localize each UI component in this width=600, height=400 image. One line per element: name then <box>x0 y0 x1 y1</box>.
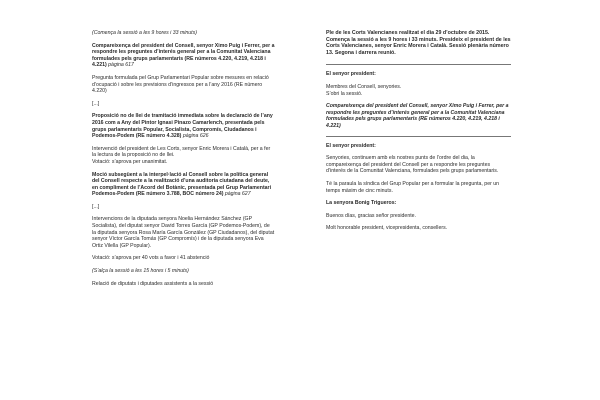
speech-paragraph: Senyories, continuem amb els nostres punts de l’ordre del dia, la compareixença del president del Consell per a respondre les preguntes d’interés de la Comunitat Valenciana, formulades pels grups parlamentaris. <box>326 155 499 175</box>
ellipsis-1: [...] <box>92 100 100 107</box>
summary-item-3-vote: Votació: s’aprova per 40 vots a favor i 41 abstenció <box>92 255 210 262</box>
summary-item-2 <box>92 113 275 139</box>
speaker-label: La senyora Bonig Trigueros: <box>326 200 397 207</box>
speaker-label: El senyor president: <box>326 142 376 149</box>
speech-paragraph: Molt honorable president, vicepresidenta, consellers. <box>326 225 448 232</box>
section-divider <box>326 64 511 65</box>
speech-line: S’obri la sessió. <box>326 90 363 97</box>
speech-paragraph: Buenos días, gracias señor presidente. <box>326 212 416 219</box>
speaker-label: El senyor president: <box>326 71 376 78</box>
agenda-item-title: Compareixença del president del Consell, senyor Ximo Puig i Ferrer, per a respondre les preguntes d’interés general per a la Comunitat Valenciana formulades pels grups parlamentaris (RE números 4.220, 4.219, 4.218 i 4.221) <box>326 103 509 129</box>
summary-item-1-note: Pregunta formulada pel Grup Parlamentari Popular sobre mesures en relació d’ocupació i sobre les previsions d’ingressos per a l’any 2016 (RE número 4.220) <box>92 74 269 95</box>
session-header: Ple de les Corts Valencianes realitzat el dia 29 d’octubre de 2015. Comença la sessió a les 9 hores i 33 minuts. Presideix el president de les Corts Valencianes, senyor Enric Morera i Català. Sessió plenària número 13. Segona i darrera reunió. <box>326 30 511 56</box>
left-column <box>92 30 275 287</box>
summary-item-2-text: Proposició no de llei de tramitació immediata sobre la declaració de l’any 2016 com a Any del Pintor Ignasi Pinazo Camarlench, presentada pels grups parlamentaris Popular, Socialista, Compromís, Ciudadanos i Podemos-Podem (RE número 4.328) <box>92 113 273 140</box>
ellipsis-2: [...] <box>92 203 100 210</box>
summary-item-2-note: Intervenció del president de Les Corts, senyor Enric Morera i Català, per a fer la lectura de la proposició no de llei. <box>92 145 271 159</box>
summary-item-3-page: pàgina 627 <box>224 191 251 198</box>
summary-item-1-text: Compareixença del president del Consell, senyor Ximo Puig i Ferrer, per a respondre les preguntes d’interés general per a la Comunitat Valenciana formulades pels grups parlamentaris (RE números 4.220, 4.219, 4.218 i 4.221) <box>92 42 275 69</box>
summary-item-2-page: pàgina 626 <box>182 133 209 140</box>
section-divider <box>326 136 511 137</box>
summary-item-3-note: Intervencions de la diputada senyora Noelia Hernández Sánchez (GP Socialista), del diputat senyor David Torres García (GP Podemos-Podem), de la diputada senyora Rosa María García González (GP Ciudadanos), del diputat senyor Víctor García Tomás (GP Compromís) i de la diputada senyora Eva Ortiz Vilella (GP Popular). <box>92 216 275 249</box>
summary-item-1-page: pàgina 617 <box>108 62 134 69</box>
session-end-note: (S’alça la sessió a les 15 hores i 5 minuts) <box>92 268 189 275</box>
summary-item-3-text: Moció subsegüent a la interpel·lació al Consell sobre la política general del Consell respecte a la realització d’una auditoria ciutadana del deute, en compliment de l’Acord del Botànic, presentada pel Grup Parlamentari Podemos-Podem (RE número 3.788, BOC número 24) <box>92 171 272 198</box>
attendance-list-title: Relació de diputats i diputades assistents a la sessió <box>92 280 214 287</box>
summary-item-2-vote: Votació: s’aprova per unanimitat. <box>92 158 168 165</box>
speech-paragraph: Té la paraula la síndica del Grup Popular per a formular la pregunta, per un temps màxim de cinc minuts. <box>326 180 500 194</box>
session-start-note: (Comença la sessió a les 9 hores i 33 minuts) <box>92 30 197 36</box>
right-column <box>326 30 511 232</box>
summary-item-1 <box>92 43 275 69</box>
summary-item-3 <box>92 172 275 198</box>
speech-line: Membres del Consell, senyories. <box>326 83 402 90</box>
